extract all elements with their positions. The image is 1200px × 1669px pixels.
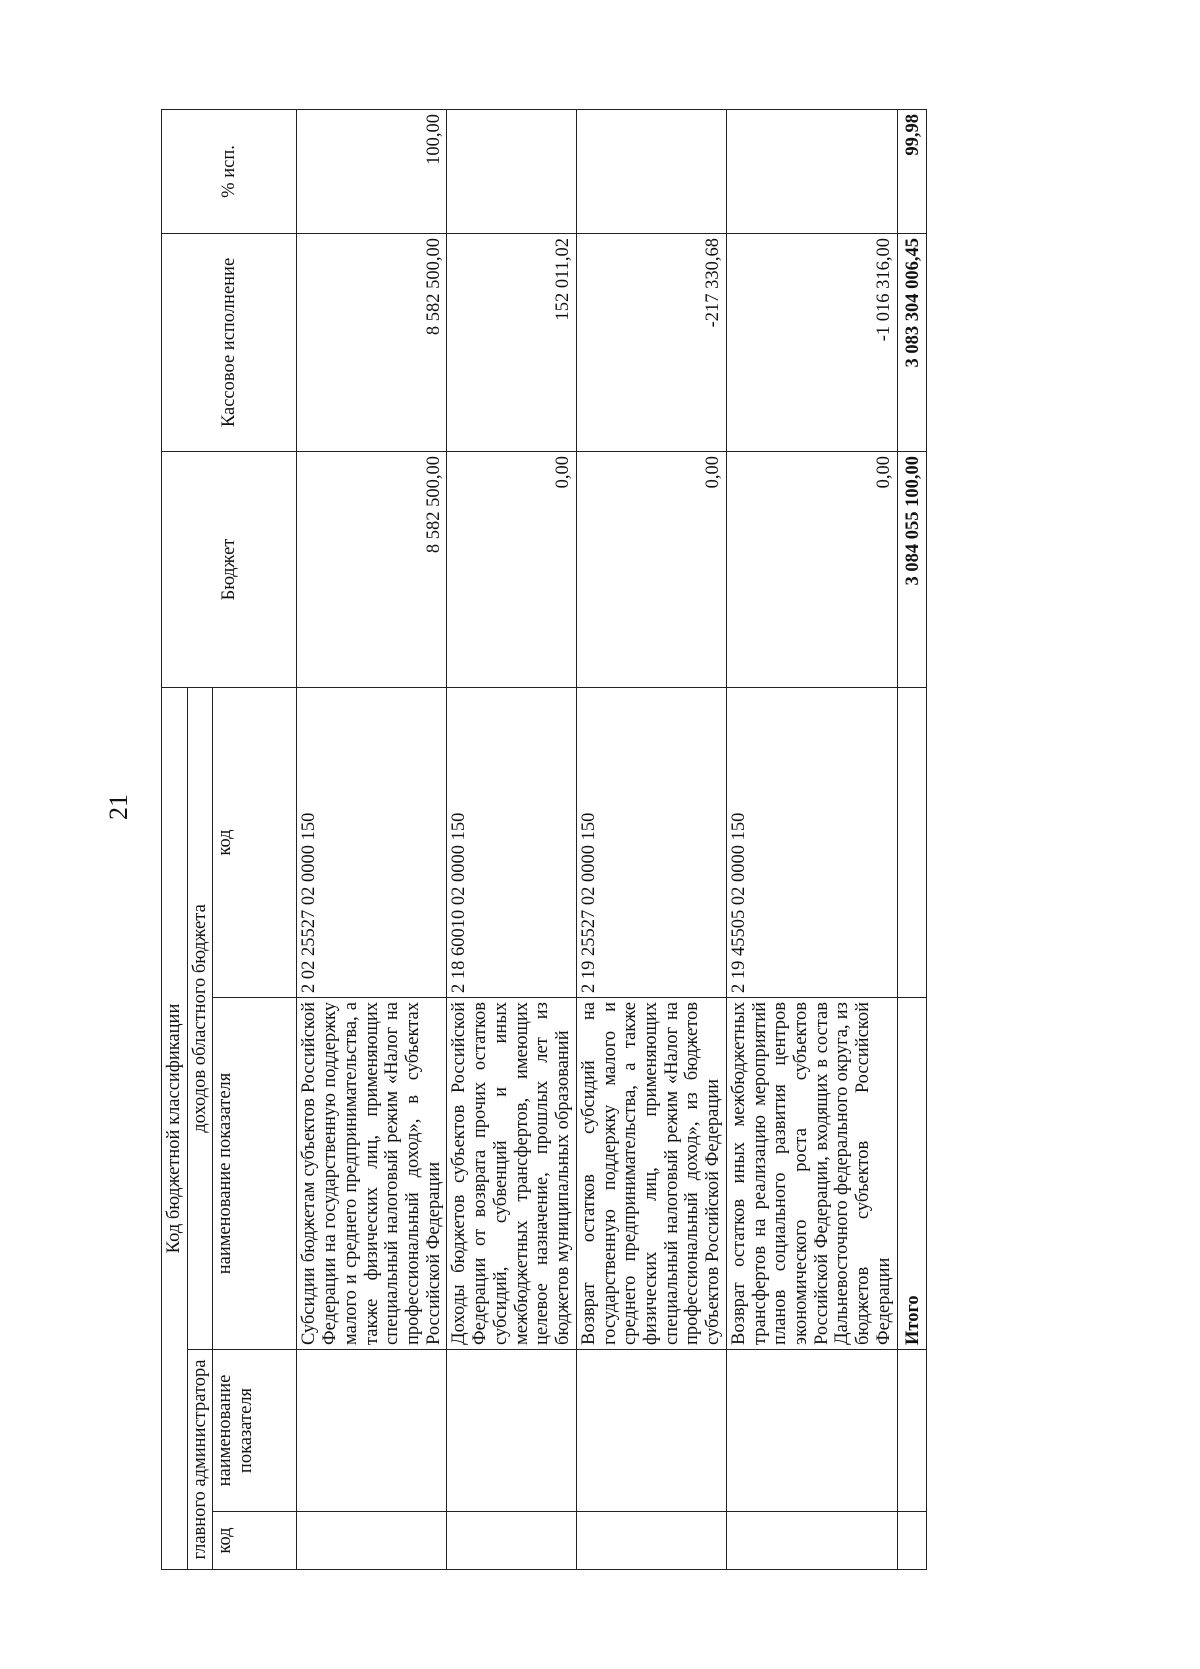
header-revenue: доходов областного бюджета	[187, 687, 213, 1349]
total-row	[897, 109, 926, 1569]
header-admin-name: наименование показателя	[213, 1350, 297, 1512]
admin-name-cell	[576, 1350, 726, 1512]
cash-cell: -1 016 316,00	[726, 233, 897, 451]
cash-cell: 8 582 500,00	[297, 233, 447, 451]
budget-cell: 0,00	[447, 451, 576, 687]
admin-code-cell	[447, 1512, 576, 1570]
indicator-name-cell: Возврат остатков иных межбюджетных трансфертов на реализацию мероприятий планов социального развития центров экономического роста субъектов Российской Федерации, входящих в состав Дальневосточного федерального округа, из бюджетов субъектов Российской Федерации	[726, 998, 897, 1350]
percent-cell: 100,00	[297, 109, 447, 233]
admin-name-cell	[726, 1350, 897, 1512]
table-row	[726, 109, 897, 1569]
header-chief-admin: главного администратора	[187, 1350, 213, 1570]
cash-cell: 152 011,02	[447, 233, 576, 451]
total-percent: 99,98	[897, 109, 926, 233]
indicator-name-cell: Субсидии бюджетам субъектов Российской Федерации на государственную поддержку малого и среднего предпринимательства, а также физических лиц, применяющих специальный налоговый режим «Налог на профессиональный доход», в субъектах Российской Федерации	[297, 998, 447, 1350]
admin-name-cell	[447, 1350, 576, 1512]
admin-code-cell	[726, 1512, 897, 1570]
percent-cell	[447, 109, 576, 233]
admin-code-cell	[297, 1512, 447, 1570]
header-classification: Код бюджетной классификации	[162, 687, 188, 1569]
indicator-name-cell: Возврат остатков субсидий на государственную поддержку малого и среднего предпринимательства, а также физических лиц, применяющих специальный налоговый режим «Налог на профессиональный доход», из бюджетов субъектов Российской Федерации	[576, 998, 726, 1350]
revenue-code-cell: 2 19 25527 02 0000 150	[576, 687, 726, 997]
cash-cell: -217 330,68	[576, 233, 726, 451]
table-row	[297, 109, 447, 1569]
table-row	[576, 109, 726, 1569]
revenue-code-cell: 2 19 45505 02 0000 150	[726, 687, 897, 997]
percent-cell	[726, 109, 897, 233]
header-code: код	[213, 687, 297, 997]
revenue-code-cell: 2 02 25527 02 0000 150	[297, 687, 447, 997]
indicator-name-cell: Доходы бюджетов субъектов Российской Федерации от возврата прочих остатков субсидий, субвенций и иных межбюджетных трансфертов, имеющих целевое назначение, прошлых лет из бюджетов муниципальных образований	[447, 998, 576, 1350]
table-row	[447, 109, 576, 1569]
budget-cell: 0,00	[726, 451, 897, 687]
header-cash: Кассовое исполнение	[162, 233, 297, 451]
header-budget: Бюджет	[162, 451, 297, 687]
rotated-table-container	[161, 110, 1101, 1570]
total-empty-cell	[897, 687, 926, 997]
budget-cell: 8 582 500,00	[297, 451, 447, 687]
header-name: наименование показателя	[213, 998, 297, 1350]
total-budget: 3 084 055 100,00	[897, 451, 926, 687]
budget-table	[161, 109, 927, 1570]
budget-cell: 0,00	[576, 451, 726, 687]
admin-code-cell	[576, 1512, 726, 1570]
total-empty-cell	[897, 1350, 926, 1512]
total-empty-cell	[897, 1512, 926, 1570]
page-number: 21	[104, 794, 133, 820]
header-percent: % исп.	[162, 109, 297, 233]
header-admin-code: код	[213, 1512, 297, 1570]
total-label: Итого	[897, 998, 926, 1350]
revenue-code-cell: 2 18 60010 02 0000 150	[447, 687, 576, 997]
total-cash: 3 083 304 006,45	[897, 233, 926, 451]
percent-cell	[576, 109, 726, 233]
admin-name-cell	[297, 1350, 447, 1512]
